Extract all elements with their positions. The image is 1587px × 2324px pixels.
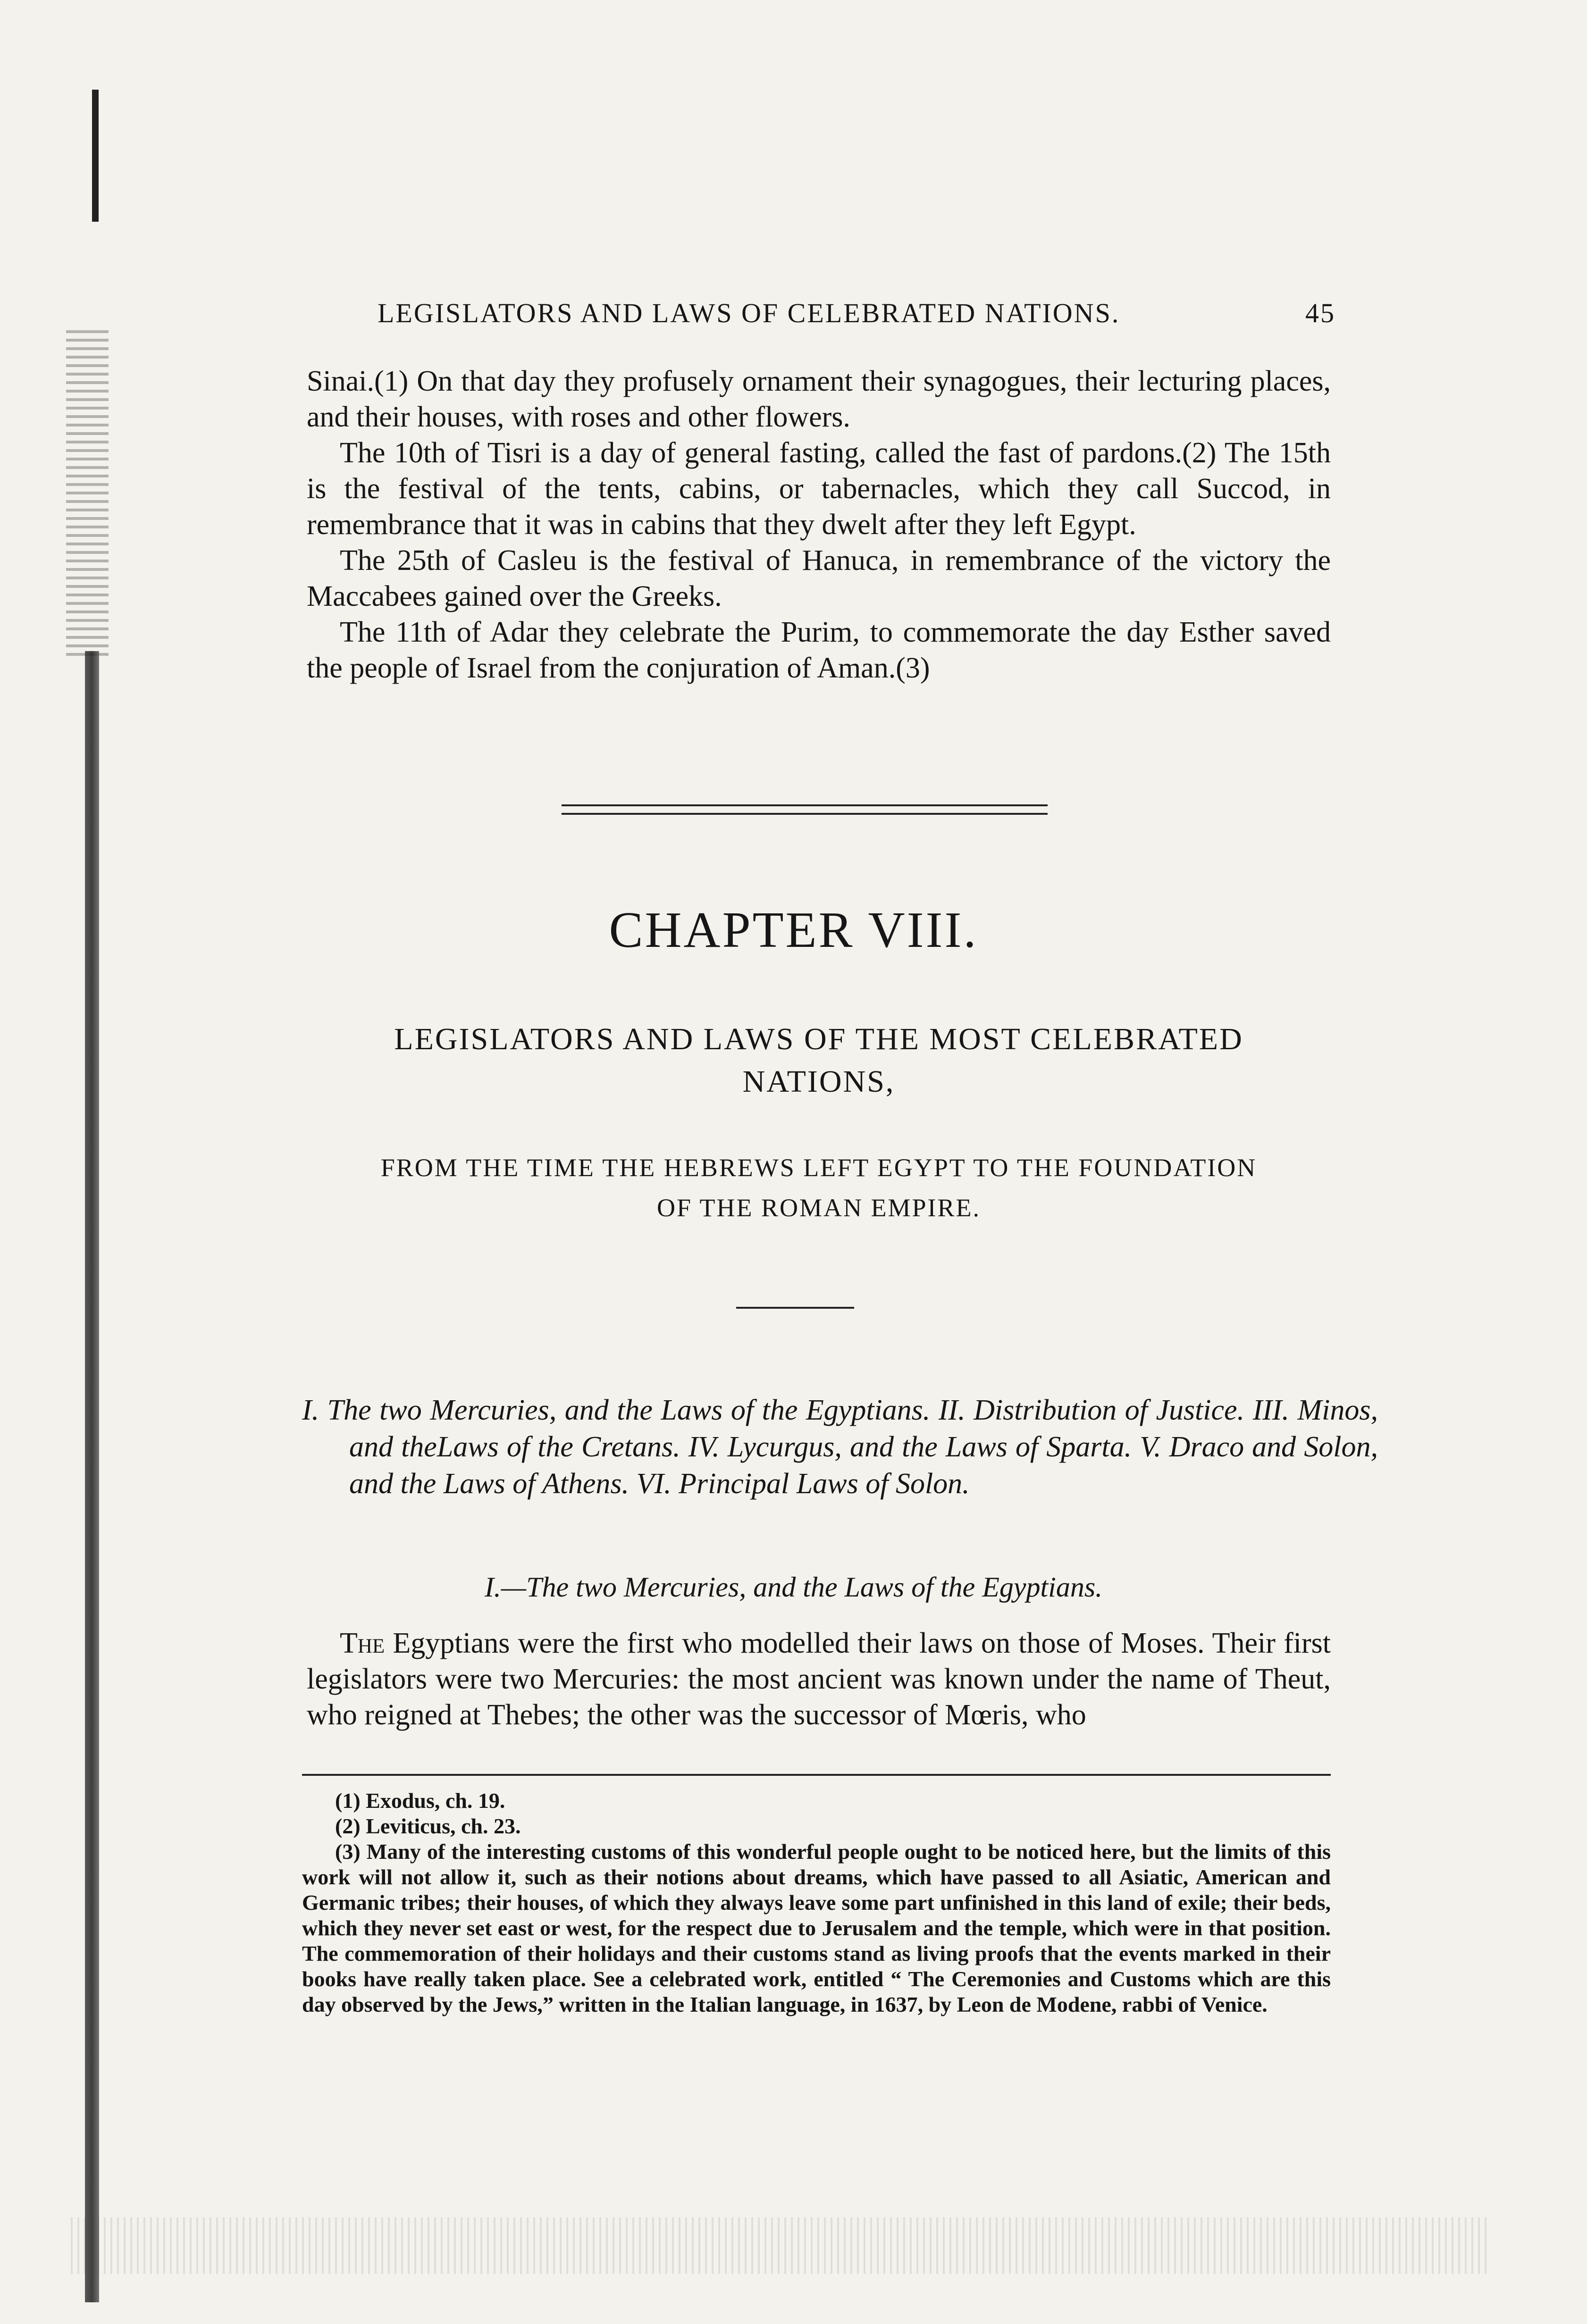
- main-paragraph-body: Egyptians were the first who modelled their laws on those of Moses. Their first legislators were two Mercuries: the most ancient was known under the name of Theut, who reigned at Thebes; the other was the successor of Mœris, who: [307, 1627, 1331, 1731]
- scan-edge-speckle: [66, 330, 109, 660]
- footnote-3: (3) Many of the interesting customs of this wonderful people ought to be noticed here, but the limits of this work will not allow it, such as their notions about dreams, which have passed to all Asiatic, American and Germanic tribes; their houses, of which they always leave some part unfinished in this land of exile; their beds, which they never set east or west, for the respect due to Jerusalem and the temple, which were in that position. The commemoration of their holidays and their customs stand as living proofs that the events marked in their books have really taken place. See a celebrated work, entitled “ The Ceremonies and Customs which are this day observed by the Jews,” written in the Italian language, in 1637, by Leon de Modene, rabbi of Venice.: [302, 1839, 1331, 2016]
- footnotes: [302, 1788, 1331, 2017]
- paragraph-adar: The 11th of Adar they celebrate the Purim, to commemorate the day Esther saved the people of Israel from the conjuration of Aman.(3): [307, 616, 1331, 684]
- running-head-title: LEGISLATORS AND LAWS OF CELEBRATED NATIONS.: [378, 298, 1120, 328]
- paragraph-tisri: The 10th of Tisri is a day of general fasting, called the fast of pardons.(2) The 15th is the festival of the tents, cabins, or tabernacles, which they call Succod, in remembrance that it was in cabins that they dwelt after they left Egypt.: [307, 437, 1331, 541]
- running-head: [378, 297, 1335, 329]
- section-title: I.—The two Mercuries, and the Laws of the Egyptians.: [484, 1572, 1103, 1603]
- scan-bottom-noise: [71, 2217, 1486, 2274]
- footnote-1: (1) Exodus, ch. 19.: [335, 1789, 505, 1813]
- paragraph-casleu: The 25th of Casleu is the festival of Hanuca, in remembrance of the victory the Maccabees gained over the Greeks.: [307, 544, 1331, 612]
- footnote-rule: [302, 1774, 1331, 1776]
- chapter-divider-rule: [562, 804, 1048, 815]
- page-number: 45: [1305, 298, 1335, 328]
- scan-edge-mark: [92, 90, 99, 222]
- lead-word: The: [340, 1627, 385, 1659]
- chapter-number: CHAPTER VIII.: [609, 902, 978, 958]
- chapter-subtitle-line-2: OF THE ROMAN EMPIRE.: [656, 1194, 981, 1222]
- main-paragraph: [307, 1625, 1331, 1733]
- chapter-subtitle-line-1: FROM THE TIME THE HEBREWS LEFT EGYPT TO THE FOUNDATION: [380, 1154, 1257, 1182]
- short-divider-rule: [736, 1307, 854, 1309]
- scan-binding-shadow: [85, 651, 99, 2302]
- chapter-title-line-1: LEGISLATORS AND LAWS OF THE MOST CELEBRATED: [394, 1022, 1243, 1056]
- chapter-title-line-2: NATIONS,: [742, 1064, 895, 1099]
- paragraph-sinai: Sinai.(1) On that day they profusely ornament their synagogues, their lecturing places, and their houses, with roses and other flowers.: [307, 365, 1331, 433]
- top-text: [307, 363, 1331, 686]
- main-paragraph-text: [307, 1625, 1331, 1733]
- chapter-contents-summary: I. The two Mercuries, and the Laws of the Egyptians. II. Distribution of Justice. III. Minos, and theLaws of the Cretans. IV. Lycurgus, and the Laws of Sparta. V. Draco and Solon, and the Laws of Athens. VI. Principal Laws of Solon.: [302, 1394, 1378, 1500]
- footnote-2: (2) Leviticus, ch. 23.: [335, 1814, 521, 1838]
